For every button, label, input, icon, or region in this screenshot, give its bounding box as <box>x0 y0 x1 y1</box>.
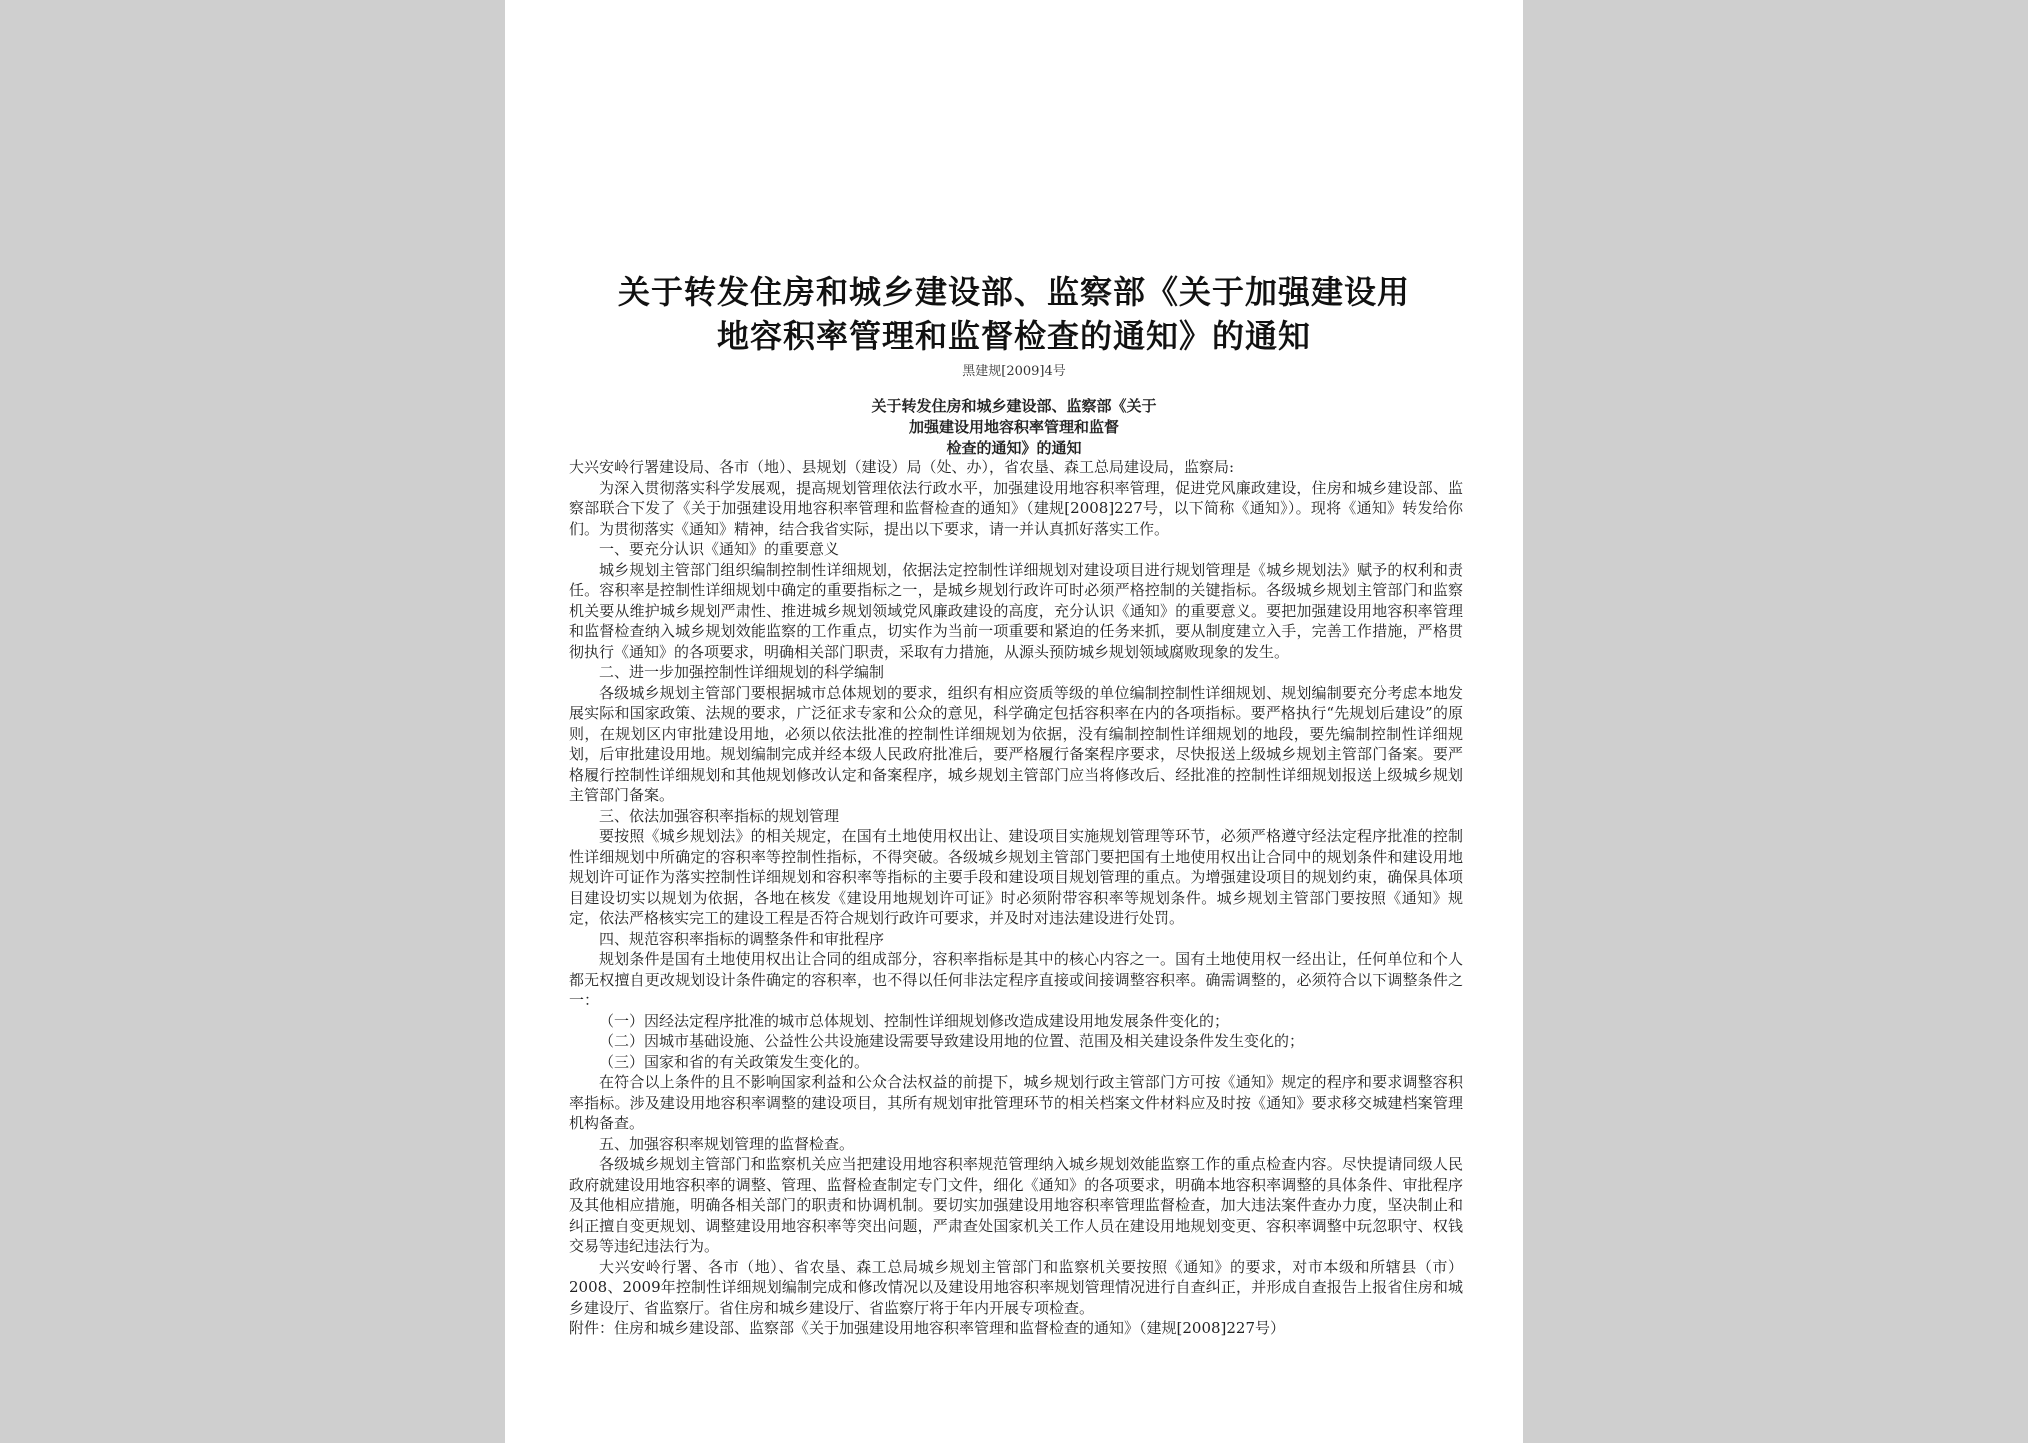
sub-title-line-1: 关于转发住房和城乡建设部、监察部《关于 <box>871 397 1157 415</box>
section-5-paragraph: 各级城乡规划主管部门和监察机关应当把建设用地容积率规范管理纳入城乡规划效能监察工作的重点检查内容。尽快提请同级人民政府就建设用地容积率的调整、管理、监督检查制定专门文件，细化《通知》的各项要求，明确本地容积率调整的具体条件、审批程序及其他相应措施，明确各相关部门的职责和协调机制。要切实加强建设用地容积率管理监督检查，加大违法案件查办力度，坚决制止和纠正擅自变更规划、调整建设用地容积率等突出问题，严肃查处国家机关工作人员在建设用地规划变更、容积率调整中玩忽职守、权钱交易等违纪违法行为。 <box>569 1155 1463 1255</box>
section-2-heading: 二、进一步加强控制性详细规划的科学编制 <box>599 663 885 681</box>
section-3-paragraph: 要按照《城乡规划法》的相关规定，在国有土地使用权出让、建设项目实施规划管理等环节，必须严格遵守经法定程序批准的控制性详细规划中所确定的容积率等控制性指标，不得突破。各级城乡规划主管部门要把国有土地使用权出让合同中的规划条件和建设用地规划许可证作为落实控制性详细规划和容积率等指标的主要手段和建设项目规划管理的重点。为增强建设项目的规划约束，确保具体项目建设切实以规划为依据，各地在核发《建设用地规划许可证》时必须附带容积率等规划条件。城乡规划主管部门要按照《通知》规定，依法严格核实完工的建设工程是否符合规划行政许可要求，并及时对违法建设进行处罚。 <box>569 827 1463 927</box>
section-4-item-3: （三）国家和省的有关政策发生变化的。 <box>599 1052 870 1071</box>
section-4-heading: 四、规范容积率指标的调整条件和审批程序 <box>599 929 885 948</box>
document-number: 黑建规[2009]4号 <box>962 364 1066 379</box>
section-4-paragraph: 规划条件是国有土地使用权出让合同的组成部分，容积率指标是其中的核心内容之一。国有土地使用权一经出让，任何单位和个人都无权擅自更改规划设计条件确定的容积率，也不得以任何非法定程序直接或间接调整容积率。确需调整的，必须符合以下调整条件之一： <box>569 950 1463 1009</box>
document-body <box>569 457 1463 1339</box>
sub-title-line-2: 加强建设用地容积率管理和监督 <box>908 418 1119 436</box>
attachment-line: 附件：住房和城乡建设部、监察部《关于加强建设用地容积率管理和监督检查的通知》（建规[2008]227号） <box>569 1319 1286 1337</box>
section-4-paragraph-2: 在符合以上条件的且不影响国家利益和公众合法权益的前提下，城乡规划行政主管部门方可按《通知》规定的程序和要求调整容积率指标。涉及建设用地容积率调整的建设项目，其所有规划审批管理环节的相关档案文件材料应及时按《通知》要求移交城建档案管理机构备查。 <box>569 1073 1463 1132</box>
section-4-item-1: （一）因经法定程序批准的城市总体规划、控制性详细规划修改造成建设用地发展条件变化的； <box>599 1011 1230 1030</box>
section-2-paragraph: 各级城乡规划主管部门要根据城市总体规划的要求，组织有相应资质等级的单位编制控制性详细规划、规划编制要充分考虑本地发展实际和国家政策、法规的要求，广泛征求专家和公众的意见，科学确定包括容积率在内的各项指标。要严格执行“先规划后建设”的原则，在规划区内审批建设用地，必须以依法批准的控制性详细规划为依据，没有编制控制性详细规划的地段，要先编制控制性详细规划，后审批建设用地。规划编制完成并经本级人民政府批准后，要严格履行备案程序要求，尽快报送上级城乡规划主管部门备案。要严格履行控制性详细规划和其他规划修改认定和备案程序，城乡规划主管部门应当将修改后、经批准的控制性详细规划报送上级城乡规划主管部门备案。 <box>569 683 1463 804</box>
section-1-heading: 一、要充分认识《通知》的重要意义 <box>599 540 840 558</box>
main-title-line-1: 关于转发住房和城乡建设部、监察部《关于加强建设用 <box>617 273 1410 311</box>
section-1-paragraph: 城乡规划主管部门组织编制控制性详细规划，依据法定控制性详细规划对建设项目进行规划管理是《城乡规划法》赋予的权利和责任。容积率是控制性详细规划中确定的重要指标之一，是城乡规划行政许可时必须严格控制的关键指标。各级城乡规划主管部门和监察机关要从维护城乡规划严肃性、推进城乡规划领域党风廉政建设的高度，充分认识《通知》的重要意义。要把加强建设用地容积率管理和监督检查纳入城乡规划效能监察的工作重点，切实作为当前一项重要和紧迫的任务来抓，要从制度建立入手，完善工作措施，严格贯彻执行《通知》的各项要求，明确相关部门职责，采取有力措施，从源头预防城乡规划领域腐败现象的发生。 <box>569 560 1463 661</box>
addressee: 大兴安岭行署建设局、各市（地）、县规划（建设）局（处、办），省农垦、森工总局建设局，监察局: <box>569 458 1235 476</box>
section-5-heading: 五、加强容积率规划管理的监督检查。 <box>599 1134 855 1153</box>
section-4-item-2: （二）因城市基础设施、公益性公共设施建设需要导致建设用地的位置、范围及相关建设条件发生变化的； <box>599 1032 1305 1050</box>
main-title-line-2: 地容积率管理和监督检查的通知》的通知 <box>716 317 1311 355</box>
title-block <box>505 270 1523 382</box>
document-page <box>505 0 1523 1443</box>
closing-paragraph: 大兴安岭行署、各市（地）、省农垦、森工总局城乡规划主管部门和监察机关要按照《通知》的要求，对市本级和所辖县（市）2008、2009年控制性详细规划编制完成和修改情况以及建设用地容积率规划管理情况进行自查纠正，并形成自查报告上报省住房和城乡建设厅、省监察厅。省住房和城乡建设厅、省监察厅将于年内开展专项检查。 <box>569 1257 1463 1317</box>
section-3-heading: 三、依法加强容积率指标的规划管理 <box>599 806 840 825</box>
sub-title <box>505 396 1523 459</box>
sub-title-line-3: 检查的通知》的通知 <box>946 439 1082 457</box>
intro-paragraph: 为深入贯彻落实科学发展观，提高规划管理依法行政水平，加强建设用地容积率管理，促进党风廉政建设，住房和城乡建设部、监察部联合下发了《关于加强建设用地容积率管理和监督检查的通知》（建规[2008]227号，以下简称《通知》）。现将《通知》转发给你们。为贯彻落实《通知》精神，结合我省实际，提出以下要求，请一并认真抓好落实工作。 <box>569 478 1463 538</box>
